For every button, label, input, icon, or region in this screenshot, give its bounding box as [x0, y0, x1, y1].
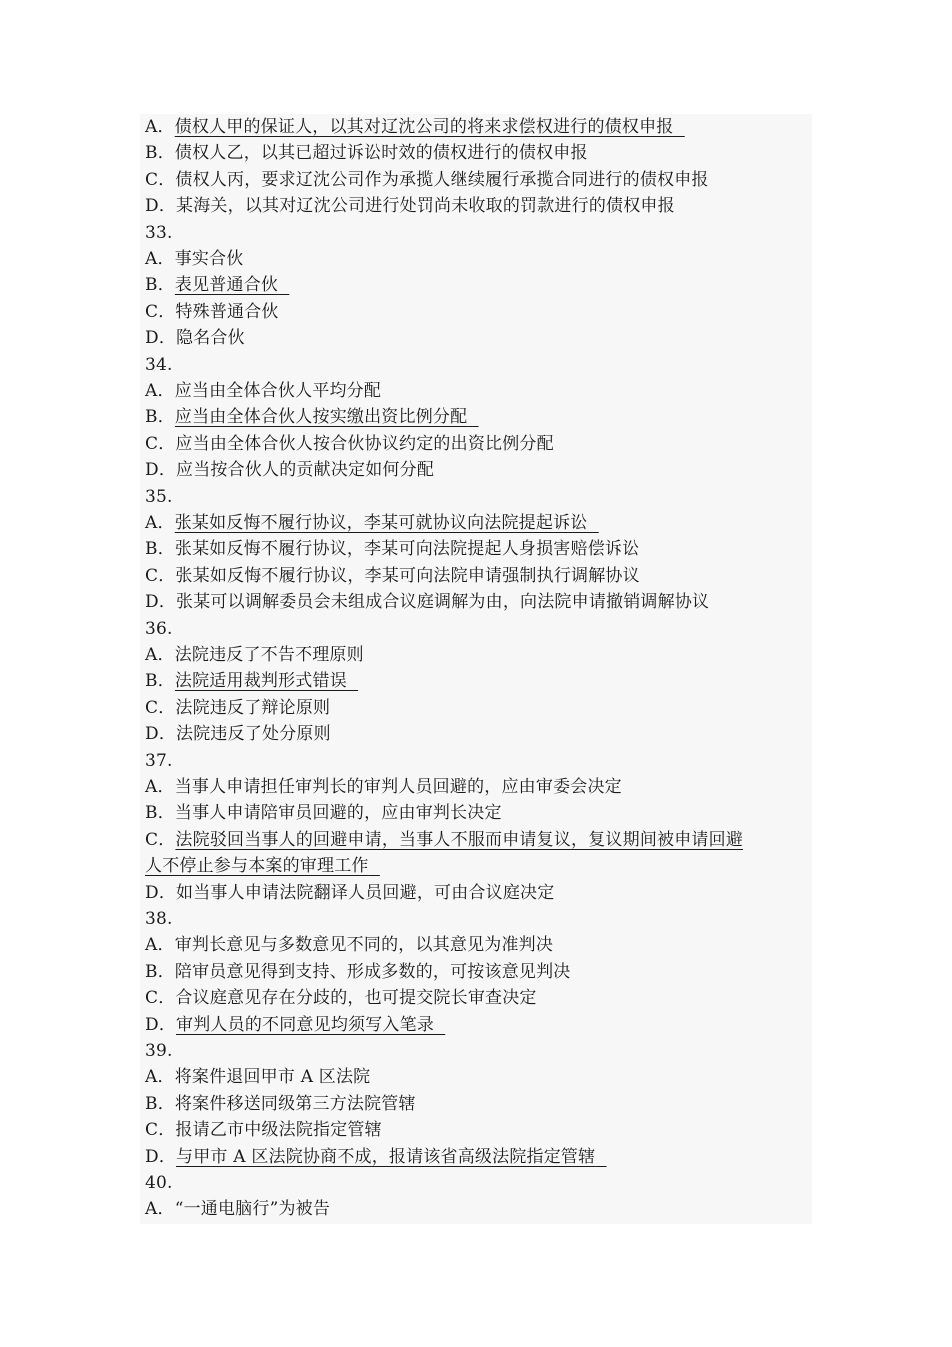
option-letter: C． — [145, 302, 176, 322]
correct-answer-text: 张某如反悔不履行协议，李某可就协议向法院提起诉讼 — [174, 513, 588, 533]
option-letter: A． — [145, 777, 175, 797]
option-letter: D． — [145, 724, 177, 744]
option-text: 应当由全体合伙人按合伙协议约定的出资比例分配 — [175, 434, 554, 454]
option-text: 法院违反了不告不理原则 — [174, 645, 364, 665]
question-number — [145, 748, 173, 774]
option-letter: A． — [145, 117, 175, 137]
option-text: 34. — [145, 355, 173, 375]
option-letter: B． — [145, 407, 175, 427]
option-letter: A． — [145, 381, 175, 401]
option-letter: B． — [145, 1094, 175, 1114]
answer-option-line — [145, 880, 554, 906]
answer-option-line — [145, 1064, 370, 1090]
answer-option-line — [145, 1091, 416, 1117]
option-letter: B． — [145, 671, 175, 691]
correct-answer-text: 审判人员的不同意见均须写入笔录 — [176, 1015, 435, 1035]
correct-answer-text: 债权人甲的保证人，以其对辽沈公司的将来求偿权进行的债权申报 — [174, 117, 674, 137]
question-number — [145, 616, 173, 642]
option-letter: D． — [145, 328, 177, 348]
answer-option-line — [145, 114, 685, 140]
option-letter: C． — [145, 434, 176, 454]
option-text: 某海关，以其对辽沈公司进行处罚尚未收取的罚款进行的债权申报 — [176, 196, 675, 216]
answer-option-line — [145, 1117, 382, 1143]
answer-option-line — [145, 695, 330, 721]
option-text: 应当按合伙人的贡献决定如何分配 — [176, 460, 435, 480]
option-text: 张某如反悔不履行协议，李某可向法院申请强制执行调解协议 — [175, 566, 640, 586]
answer-option-line — [145, 510, 599, 536]
answer-option-line — [145, 721, 331, 747]
option-text: 特殊普通合伙 — [175, 302, 279, 322]
option-letter: D． — [145, 592, 177, 612]
question-number — [145, 1170, 173, 1196]
answer-option-line — [145, 774, 622, 800]
option-letter: D． — [145, 196, 177, 216]
answer-option-line — [145, 431, 554, 457]
answer-option-line — [145, 985, 537, 1011]
option-letter: A． — [145, 513, 175, 533]
option-text: “一通电脑行”为被告 — [174, 1199, 331, 1219]
answer-option-line — [145, 668, 358, 694]
answer-option-line — [145, 299, 279, 325]
answer-option-line — [145, 140, 588, 166]
option-letter: A． — [145, 1199, 175, 1219]
question-number — [145, 906, 173, 932]
answer-option-line — [145, 167, 709, 193]
answer-option-line — [145, 827, 743, 853]
option-letter: C． — [145, 988, 176, 1008]
option-text: 当事人申请陪审员回避的，应由审判长决定 — [174, 803, 502, 823]
correct-answer-text: 人不停止参与本案的审理工作 — [145, 856, 369, 876]
option-letter: D． — [145, 1015, 177, 1035]
correct-answer-text: 法院驳回当事人的回避申请，当事人不服而申请复议，复议期间被申请回避 — [175, 830, 744, 850]
option-letter: B． — [145, 803, 175, 823]
option-text: 37. — [145, 751, 173, 771]
option-text: 事实合伙 — [174, 249, 244, 269]
option-letter: D． — [145, 1147, 177, 1167]
option-text: 张某如反悔不履行协议，李某可向法院提起人身损害赔偿诉讼 — [174, 539, 640, 559]
option-text: 36. — [145, 619, 173, 639]
option-letter: C． — [145, 1120, 176, 1140]
answer-option-line — [145, 457, 434, 483]
question-number — [145, 1038, 173, 1064]
option-letter: D． — [145, 460, 177, 480]
option-letter: A． — [145, 645, 175, 665]
answer-option-line — [145, 589, 709, 615]
option-text: 38. — [145, 909, 173, 929]
option-text: 应当由全体合伙人平均分配 — [174, 381, 382, 401]
answer-option-line — [145, 1012, 445, 1038]
option-text: 35. — [145, 487, 173, 507]
option-letter: C． — [145, 830, 176, 850]
option-letter: B． — [145, 275, 175, 295]
option-text: 当事人申请担任审判长的审判人员回避的，应由审委会决定 — [174, 777, 622, 797]
answer-option-line — [145, 404, 479, 430]
option-text: 张某可以调解委员会未组成合议庭调解为由，向法院申请撤销调解协议 — [176, 592, 710, 612]
answer-option-line — [145, 642, 364, 668]
correct-answer-text: 与甲市 A 区法院协商不成，报请该省高级法院指定管辖 — [176, 1147, 596, 1167]
option-text: 如当事人申请法院翻译人员回避，可由合议庭决定 — [176, 883, 555, 903]
option-letter: A． — [145, 1067, 175, 1087]
answer-option-line — [145, 853, 380, 879]
option-text: 隐名合伙 — [176, 328, 245, 348]
option-letter: A． — [145, 249, 175, 269]
answer-option-line — [145, 959, 571, 985]
question-number — [145, 220, 173, 246]
option-text: 陪审员意见得到支持、形成多数的，可按该意见判决 — [174, 962, 571, 982]
option-text: 报请乙市中级法院指定管辖 — [175, 1120, 382, 1140]
correct-answer-text: 应当由全体合伙人按实缴出资比例分配 — [174, 407, 468, 427]
answer-option-line — [145, 193, 675, 219]
answer-option-line — [145, 800, 502, 826]
option-letter: C． — [145, 566, 176, 586]
option-letter: A． — [145, 935, 175, 955]
answer-option-line — [145, 1196, 330, 1222]
option-letter: B． — [145, 143, 175, 163]
option-text: 合议庭意见存在分歧的，也可提交院长审查决定 — [175, 988, 537, 1008]
option-text: 将案件退回甲市 A 区法院 — [174, 1067, 371, 1087]
option-letter: B． — [145, 962, 175, 982]
option-letter: D． — [145, 883, 177, 903]
option-text: 法院违反了辩论原则 — [175, 698, 331, 718]
option-letter: C． — [145, 170, 176, 190]
option-text: 审判长意见与多数意见不同的，以其意见为准判决 — [174, 935, 554, 955]
option-letter: B． — [145, 539, 175, 559]
option-text: 39. — [145, 1041, 173, 1061]
correct-answer-text: 表见普通合伙 — [174, 275, 279, 295]
document-content — [140, 114, 812, 1224]
question-number — [145, 352, 173, 378]
question-number — [145, 484, 173, 510]
answer-option-line — [145, 563, 640, 589]
answer-option-line — [145, 246, 244, 272]
answer-option-line — [145, 1144, 607, 1170]
option-letter: C． — [145, 698, 176, 718]
answer-option-line — [145, 932, 553, 958]
option-text: 债权人丙，要求辽沈公司作为承揽人继续履行承揽合同进行的债权申报 — [175, 170, 709, 190]
option-text: 债权人乙，以其已超过诉讼时效的债权进行的债权申报 — [174, 143, 588, 163]
correct-answer-text: 法院适用裁判形式错误 — [174, 671, 347, 691]
answer-option-line — [145, 536, 639, 562]
option-text: 法院违反了处分原则 — [176, 724, 331, 744]
answer-option-line — [145, 325, 245, 351]
answer-option-line — [145, 272, 289, 298]
answer-option-line — [145, 378, 381, 404]
option-text: 33. — [145, 223, 173, 243]
option-text: 将案件移送同级第三方法院管辖 — [174, 1094, 416, 1114]
option-text: 40. — [145, 1173, 173, 1193]
